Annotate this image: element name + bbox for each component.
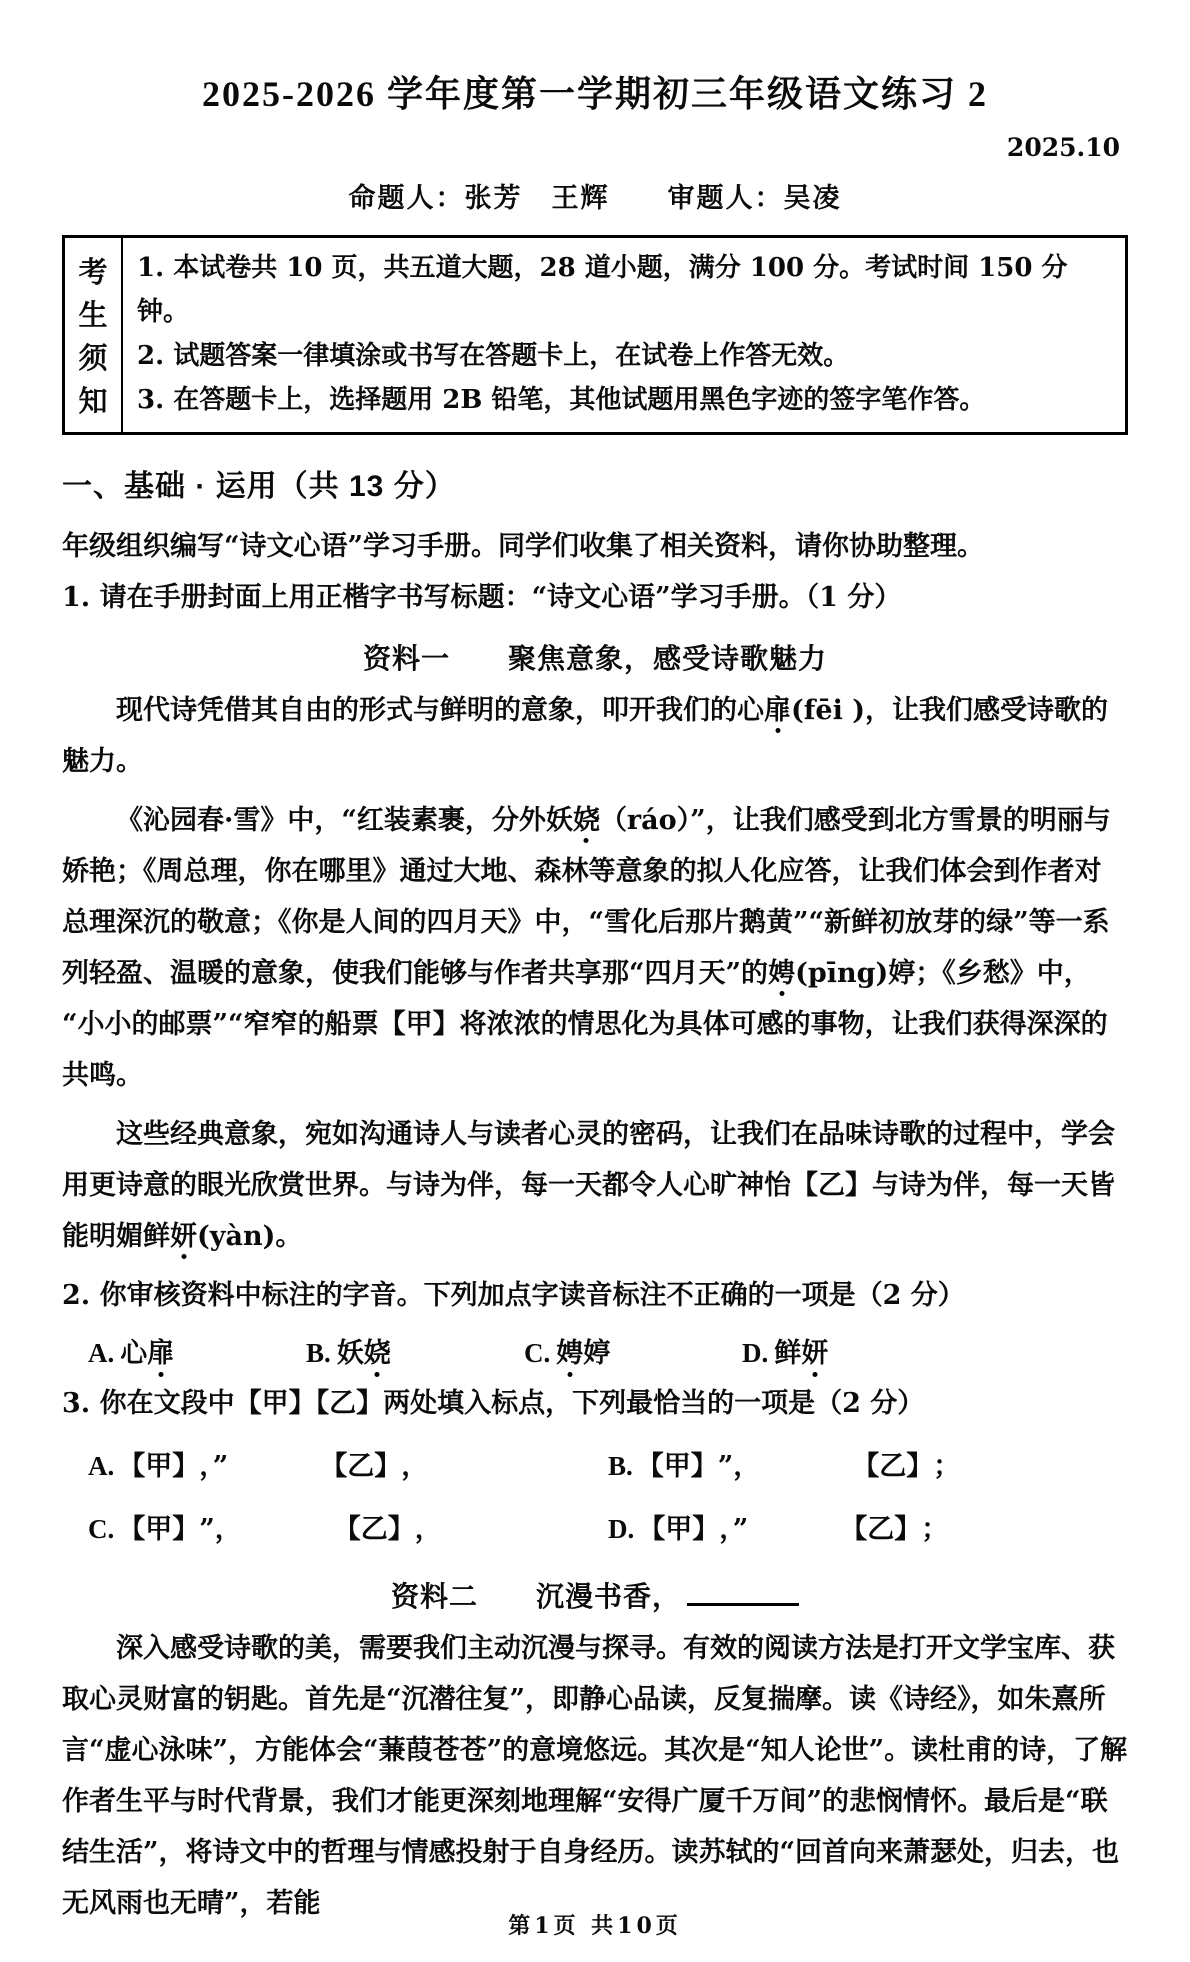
text-segment: (fēi )，让我们感受诗歌的魅力。 bbox=[62, 695, 1108, 777]
text-segment: (yàn)。 bbox=[197, 1221, 303, 1252]
dotted-char: 妍 bbox=[801, 1331, 828, 1370]
dotted-char: 扉 bbox=[764, 695, 791, 726]
option-label: D. bbox=[742, 1338, 769, 1368]
q3-row-1 bbox=[88, 1435, 1128, 1498]
notice-label-char: 考 bbox=[78, 257, 108, 289]
bracket-jia: 【甲】 bbox=[636, 1451, 718, 1482]
punct: ，” bbox=[199, 1451, 229, 1482]
text-segment: （ráo）”，让我们感受到北方雪景的明丽与娇艳；《周总理，你在哪里》通过大地、森林等意象的拟人化应答，让我们体会到作者对总理深沉的敬意；《你是人间的四月天》中，“雪化后那片鹅黄”“新鲜初放芽的绿”等一系列轻盈、温暖的意象，使我们能够与作者共享那“四月天”的 bbox=[62, 805, 1111, 989]
text-segment: 这些经典意象，宛如沟通诗人与读者心灵的密码，让我们在品味诗歌的过程中，学会用更诗意的眼光欣赏世界。与诗为伴，每一天都令人心旷神怡【乙】与诗为伴，每一天皆能明媚鲜 bbox=[62, 1119, 1115, 1252]
bracket-yi: 【乙】 bbox=[333, 1514, 415, 1545]
material1-heading: 资料一 聚焦意象，感受诗歌魅力 bbox=[362, 643, 827, 674]
question-2-stem: 2. 你审核资料中标注的字音。下列加点字读音标注不正确的一项是（2 分） bbox=[62, 1280, 965, 1311]
notice-item: 3. 在答题卡上，选择题用 2B 铅笔，其他试题用黑色字迹的签字笔作答。 bbox=[137, 385, 986, 415]
option-label: C. bbox=[524, 1338, 551, 1368]
material2-paragraph: 深入感受诗歌的美，需要我们主动沉漫与探寻。有效的阅读方法是打开文学宝库、获取心灵财富的钥匙。首先是“沉潜往复”，即静心品读，反复揣摩。读《诗经》，如朱熹所言“虚心泳味”，方能体会“蒹葭苍苍”的意境悠远。其次是“知人论世”。读杜甫的诗，了解作者生平与时代背景，我们才能更深刻地理解“安得广厦千万间”的悲悯情怀。最后是“联结生活”，将诗文中的哲理与情感投射于自身经历。读苏轼的“回首向来萧瑟处，归去，也无风雨也无晴”，若能 bbox=[62, 1633, 1128, 1919]
material2-heading-text: 资料二 沉漫书香， bbox=[390, 1581, 681, 1612]
dotted-char: 娉 bbox=[556, 1331, 583, 1370]
page-footer: 第1页 共10页 bbox=[508, 1913, 682, 1939]
q3-option-a bbox=[88, 1435, 608, 1498]
material1-paragraph-2 bbox=[62, 795, 1128, 1101]
bracket-yi: 【乙】 bbox=[852, 1451, 934, 1482]
q2-option-c bbox=[524, 1331, 742, 1370]
question-3-stem: 3. 你在文段中【甲】【乙】两处填入标点，下列最恰当的一项是（2 分） bbox=[62, 1388, 925, 1419]
q2-option-d bbox=[742, 1331, 960, 1370]
punct: ； bbox=[933, 1451, 961, 1482]
q3-row-2 bbox=[88, 1498, 1128, 1561]
authors-line: 命题人：张芳 王辉 审题人：吴凌 bbox=[348, 183, 842, 214]
notice-label-char: 知 bbox=[78, 386, 108, 418]
section-intro: 年级组织编写“诗文心语”学习手册。同学们收集了相关资料，请你协助整理。 bbox=[62, 531, 985, 562]
page-title: 2025-2026 学年度第一学期初三年级语文练习 2 bbox=[202, 74, 988, 114]
text-segment: (pīng)婷；《乡愁》中，“小小的邮票”“窄窄的船票【甲】将浓浓的情思化为具体可感的事物，让我们获得深深的共鸣。 bbox=[62, 958, 1108, 1091]
option-label: C. bbox=[88, 1514, 115, 1544]
punct: ； bbox=[921, 1514, 949, 1545]
question-1: 1. 请在手册封面上用正楷字书写标题：“诗文心语”学习手册。（1 分） bbox=[62, 582, 902, 613]
candidate-notice-box bbox=[62, 235, 1128, 435]
bracket-yi: 【乙】 bbox=[320, 1451, 402, 1482]
material1-paragraph-1 bbox=[62, 685, 1128, 787]
dotted-char: 娆 bbox=[364, 1331, 391, 1370]
option-text: 心 bbox=[120, 1338, 148, 1369]
notice-item: 2. 试题答案一律填涂或书写在答题卡上，在试卷上作答无效。 bbox=[137, 341, 850, 371]
option-label: D. bbox=[608, 1514, 635, 1544]
bracket-yi: 【乙】 bbox=[840, 1514, 922, 1545]
text-segment: 《沁园春·雪》中，“红装素裹，分外妖 bbox=[116, 805, 573, 836]
text-segment: 现代诗凭借其自由的形式与鲜明的意象，叩开我们的心 bbox=[116, 695, 764, 726]
punct: ”， bbox=[717, 1451, 761, 1482]
material1-paragraph-3 bbox=[62, 1109, 1128, 1262]
notice-label-char: 生 bbox=[78, 300, 108, 332]
option-text: 婷 bbox=[583, 1338, 611, 1369]
section-heading: 一、基础 · 运用（共 13 分） bbox=[62, 470, 456, 503]
dotted-char: 妍 bbox=[170, 1221, 197, 1252]
bracket-jia: 【甲】 bbox=[118, 1451, 200, 1482]
notice-content bbox=[123, 238, 1125, 432]
punct: ， bbox=[401, 1451, 429, 1482]
dotted-char: 扉 bbox=[147, 1331, 174, 1370]
punct: ，” bbox=[719, 1514, 749, 1545]
punct: ”， bbox=[199, 1514, 242, 1545]
punct: ， bbox=[414, 1514, 442, 1545]
dotted-char: 娉 bbox=[768, 958, 796, 989]
option-text: 妖 bbox=[336, 1338, 364, 1369]
blank-underline bbox=[687, 1581, 799, 1606]
q3-option-d bbox=[608, 1498, 1128, 1561]
q3-option-c bbox=[88, 1498, 608, 1561]
option-label: A. bbox=[88, 1338, 115, 1368]
notice-label-char: 须 bbox=[78, 343, 108, 375]
dotted-char: 娆 bbox=[572, 805, 600, 836]
exam-date: 2025.10 bbox=[1006, 133, 1120, 162]
bracket-jia: 【甲】 bbox=[118, 1514, 200, 1545]
bracket-jia: 【甲】 bbox=[638, 1514, 720, 1545]
notice-vertical-label bbox=[65, 238, 123, 432]
material2-heading bbox=[62, 1575, 1128, 1615]
q3-option-b bbox=[608, 1435, 1128, 1498]
q2-option-a bbox=[88, 1331, 306, 1370]
q2-option-b bbox=[306, 1331, 524, 1370]
question-3-options bbox=[62, 1435, 1128, 1561]
option-label: B. bbox=[306, 1338, 331, 1368]
option-label: B. bbox=[608, 1451, 633, 1481]
option-label: A. bbox=[88, 1451, 115, 1481]
option-text: 鲜 bbox=[774, 1338, 802, 1369]
question-2-options bbox=[62, 1331, 1128, 1370]
notice-item: 1. 本试卷共 10 页，共五道大题，28 道小题，满分 100 分。考试时间 150 分钟。 bbox=[137, 253, 1068, 327]
